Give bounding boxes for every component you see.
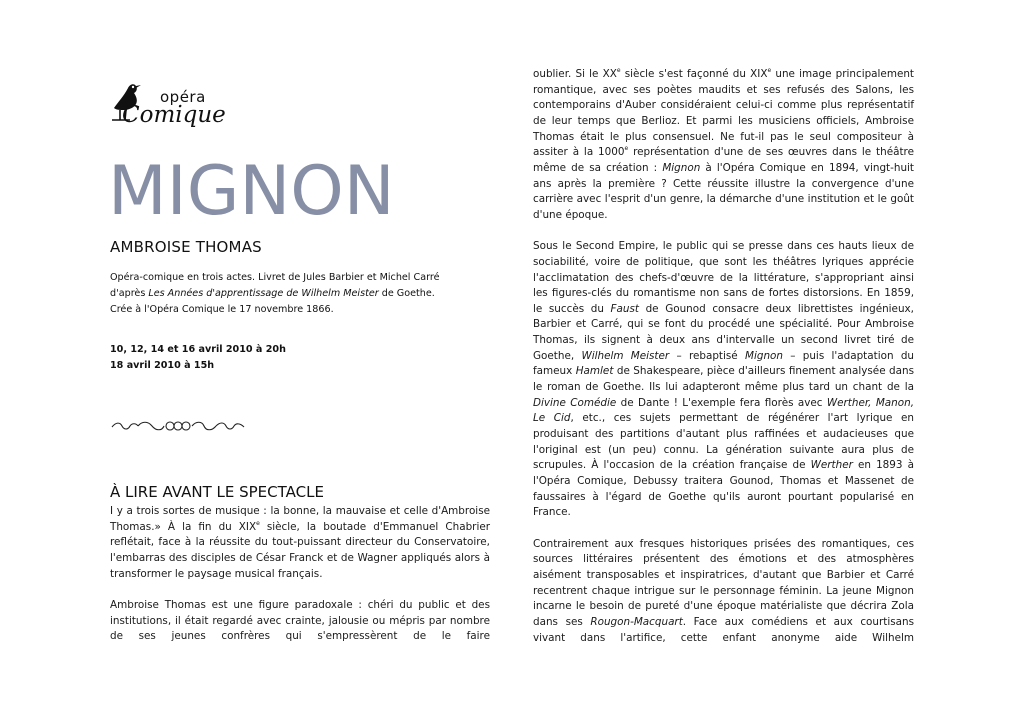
paragraph: Sous le Second Empire, le public qui se presse dans ces hauts lieux de sociabilité, voire de politique, que sont les théâtres lyriques apprécie l'acclimatation des chefs-d'œuvre de la littérature, s'appropriant ainsi les figures-clés du romantisme non sans de fortes distorsions. En 1859, le succès du Faust de Gounod consacre deux librettistes ingénieux, Barbier et Carré, qui se font du procédé une spécialité. Pour Ambroise Thomas, ils signent à deux ans d'intervalle un second livret tiré de Goethe, Wilhelm Meister – rebaptisé Mignon – puis l'adaptation du fameux Hamlet de Shakespeare, pièce d'ailleurs finement analysée dans le roman de Goethe. Ils lui adapteront même plus tard un chant de la Divine Comédie de Dante ! L'exemple fera florès avec Werther, Manon, Le Cid, etc., ces sujets permettant de régénérer l'art lyrique en produisant des partitions d'autant plus raffinées et audacieuses que l'original est (un peu) connu. La génération suivante aura plus de scrupules. À l'occasion de la création française de Werther en 1893 à l'Opéra Comique, Debussy traitera Gounod, Thomas et Massenet de faussaires à l'égard de Goethe qu'ils auront pourtant popularisé en France. (533, 240, 914, 519)
intro-line-1: Opéra-comique en trois actes. Livret de Jules Barbier et Michel Carré (110, 272, 440, 283)
intro-book-title: Les Années d'apprentissage de Wilhelm Meister (148, 288, 379, 299)
section-title: À LIRE AVANT LE SPECTACLE (110, 483, 324, 501)
intro-line-2: d'après Les Années d'apprentissage de Wilhelm Meister de Goethe. (110, 288, 435, 299)
opera-comique-logo (108, 80, 248, 132)
opera-intro (110, 270, 490, 318)
ornament-divider-icon (110, 418, 246, 434)
left-column-text (110, 504, 490, 645)
paragraph: I y a trois sortes de musique : la bonne, la mauvaise et celle d'Ambroise Thomas.» À la fin du XIXe siècle, la boutade d'Emmanuel Chabrier reflétait, face à la réussite du tout-puissant directeur du Conservatoire, l'embarras des disciples de César Franck et de Wagner appliqués alors à transformer le paysage musical français. (110, 505, 491, 580)
dates-line-1: 10, 12, 14 et 16 avril 2010 à 20h (110, 344, 286, 355)
composer-name: AMBROISE THOMAS (110, 238, 262, 256)
intro-line-3: Crée à l'Opéra Comique le 17 novembre 1866. (110, 304, 334, 315)
logo-word-comique: Comique (122, 102, 226, 128)
performance-dates (110, 342, 286, 374)
paragraph: oublier. Si le XXe siècle s'est façonné du XIXe une image principalement romantique, avec ses poètes maudits et ses refusés des Salons, les contemporains d'Auber considéraient celui-ci comme plus représentatif de leur temps que Berlioz. Et parmi les musiciens officiels, Ambroise Thomas était le plus consensuel. Ne fut-il pas le seul compositeur à assiter à la 1000e représentation d'une de ses œuvres dans le théâtre même de sa création : Mignon à l'Opéra Comique en 1894, vingt-huit ans après la première ? Cette réussite illustre la convergence d'une carrière avec l'esprit d'un genre, la démarche d'une institution et le goût d'une époque. (533, 67, 915, 221)
page-title: MIGNON (108, 152, 395, 231)
paragraph: Contrairement aux fresques historiques prisées des romantiques, ces sources littéraires présentent des émotions et des atmosphères aisément transposables et inspiratrices, d'autant que Barbier et Carré recentrent chaque intrigue sur le personnage féminin. La jeune Mignon incarne le besoin de pureté d'une époque matérialiste que décrira Zola dans ses Rougon-Macquart. Face aux comédiens et aux courtisans vivant dans l'artifice, cette enfant anonyme aide Wilhelm (533, 537, 914, 644)
dates-line-2: 18 avril 2010 à 15h (110, 360, 215, 371)
right-column-text (533, 67, 914, 646)
logo-word-opera: opéra (160, 88, 206, 106)
paragraph: Ambroise Thomas est une figure paradoxale : chéri du public et des institutions, il était regardé avec crainte, jalousie ou mépris par nombre de ses jeunes confrères qui s'empressèrent de le faire (110, 598, 490, 643)
